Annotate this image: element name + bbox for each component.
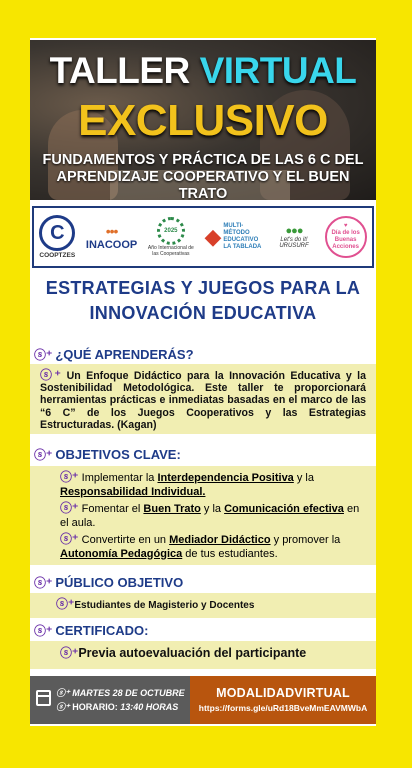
logo-inacoop	[86, 223, 137, 251]
buenas-acciones-logo-name: Día de los Buenas Acciones	[331, 230, 360, 250]
learn-description	[40, 369, 366, 431]
registration-box	[190, 676, 376, 724]
certificate-text: Previa autoevaluación del participante	[78, 646, 307, 660]
cooptzes-logo-name: COOPTZES	[39, 252, 76, 259]
multimetodo-logo-name: MULTI-MÉTODO EDUCATIVO LA TABLADA	[223, 223, 262, 250]
schedule-date: ⓢ⁺ MARTES 28 DE OCTUBRE	[56, 688, 185, 698]
objectives-heading	[34, 445, 181, 463]
objective-item	[60, 502, 368, 530]
objective-keyword: Interdependencia Positiva	[157, 472, 294, 484]
cooperatives-2025-icon: 2025	[157, 217, 185, 245]
buenas-acciones-badge	[325, 216, 367, 258]
hero-subtitle: FUNDAMENTOS Y PRÁCTICA DE LAS 6 C DEL APRENDIZAJE COOPERATIVO Y EL BUEN TRATO	[42, 152, 364, 200]
logo-urusurf	[274, 225, 314, 249]
objective-text: Convertirte en un	[81, 534, 170, 546]
objective-item	[60, 471, 368, 499]
objective-text: y promover la	[270, 534, 341, 546]
objectives-section	[30, 466, 376, 565]
heart-icon: ♥	[343, 223, 348, 229]
urusurf-balloons-icon: ●●●	[285, 225, 303, 237]
sparkle-target-icon: ⓢ⁺	[60, 646, 79, 660]
certificate-description	[60, 647, 376, 660]
calendar-icon	[36, 690, 51, 706]
hero-title-line1	[30, 50, 376, 92]
sponsor-logo-strip	[32, 206, 374, 268]
objective-text: Implementar la	[81, 472, 158, 484]
objective-text: Fomentar el	[81, 503, 144, 515]
objectives-heading-text: OBJETIVOS CLAVE:	[55, 446, 181, 462]
registration-link[interactable]: https://forms.gle/uRd18BveMmEAVMWbA	[198, 703, 368, 713]
time-text: 13:40 HORAS	[120, 702, 179, 712]
schedule-time: ⓢ⁺ HORARIO: 13:40 HORAS	[56, 702, 179, 712]
sparkle-target-icon: ⓢ⁺	[40, 368, 67, 382]
logo-multimetodo	[204, 223, 263, 251]
audience-text: Estudiantes de Magisterio y Docentes	[74, 600, 255, 611]
modality-label: MODALIDADVIRTUAL	[216, 686, 350, 700]
objective-keyword: Autonomía Pedagógica	[60, 547, 183, 560]
audience-heading-text: PÚBLICO OBJETIVO	[55, 574, 184, 590]
sparkle-target-icon: ⓢ⁺	[60, 532, 82, 546]
urusurf-logo-name: Let's do it! URUSURF	[279, 237, 309, 249]
objective-keyword: Responsabilidad Individual.	[60, 485, 206, 498]
certificate-heading-text: CERTIFICADO:	[55, 622, 149, 638]
logo-anio-cooperativas	[148, 217, 194, 257]
sparkle-target-icon: ⓢ⁺	[60, 501, 82, 515]
multimetodo-diamond-icon: ◆	[204, 224, 222, 249]
certificate-heading	[34, 621, 149, 639]
learn-heading-text: ¿QUÉ APRENDERÁS?	[55, 346, 194, 362]
objective-text: de tus estudiantes.	[182, 547, 278, 560]
date-text: MARTES 28 DE OCTUBRE	[72, 688, 185, 698]
hero-banner	[30, 40, 376, 200]
cooperatives-logo-name: Año Internacional de las Cooperativas	[147, 245, 194, 257]
hero-title-taller: TALLER	[49, 50, 200, 91]
cooptzes-logo-mark: C	[39, 215, 75, 251]
certificate-section	[30, 641, 376, 669]
time-label: HORARIO:	[72, 702, 121, 712]
page-title: ESTRATEGIAS Y JUEGOS PARA LA INNOVACIÓN EDUCATIVA	[45, 278, 361, 323]
objective-keyword: Comunicación efectiva	[224, 503, 344, 515]
schedule-box	[30, 676, 190, 724]
objective-text: y la	[293, 472, 314, 484]
logo-buenas-acciones	[325, 216, 367, 258]
sparkle-target-icon: ⓢ⁺	[34, 623, 53, 638]
sparkle-target-icon: ⓢ⁺	[34, 447, 53, 462]
learn-description-text: Un Enfoque Didáctico para la Innovación Educativa y la Sostenibilidad Metodológica. Este taller te proporcionará herramientas prácticas e inmediatas basadas en el marco de las “6 C” de los Juegos Cooperativos y las Estrategias Estructuradas. (Kagan)	[40, 370, 366, 431]
objective-item	[60, 533, 368, 561]
sparkle-target-icon: ⓢ⁺	[34, 347, 53, 362]
objective-keyword: Buen Trato	[143, 503, 201, 515]
audience-heading	[34, 573, 183, 591]
schedule-rows	[56, 686, 185, 714]
sparkle-target-icon: ⓢ⁺	[34, 575, 53, 590]
inacoop-logo-name: INACOOP	[85, 239, 138, 251]
sparkle-target-icon: ⓢ⁺	[60, 470, 82, 484]
learn-section	[30, 364, 376, 434]
hero-title-exclusivo: EXCLUSIVO	[78, 96, 328, 145]
sparkle-target-icon: ⓢ⁺	[56, 597, 75, 611]
learn-heading	[34, 345, 194, 363]
audience-section	[30, 593, 376, 618]
objective-text: en el aula.	[60, 503, 360, 529]
audience-description	[56, 598, 376, 613]
inacoop-people-icon: •••	[105, 223, 118, 239]
objective-text: y la	[200, 503, 225, 515]
objective-keyword: Mediador Didáctico	[169, 534, 271, 546]
logo-cooptzes	[39, 215, 75, 259]
hero-title-virtual: VIRTUAL	[199, 50, 357, 91]
